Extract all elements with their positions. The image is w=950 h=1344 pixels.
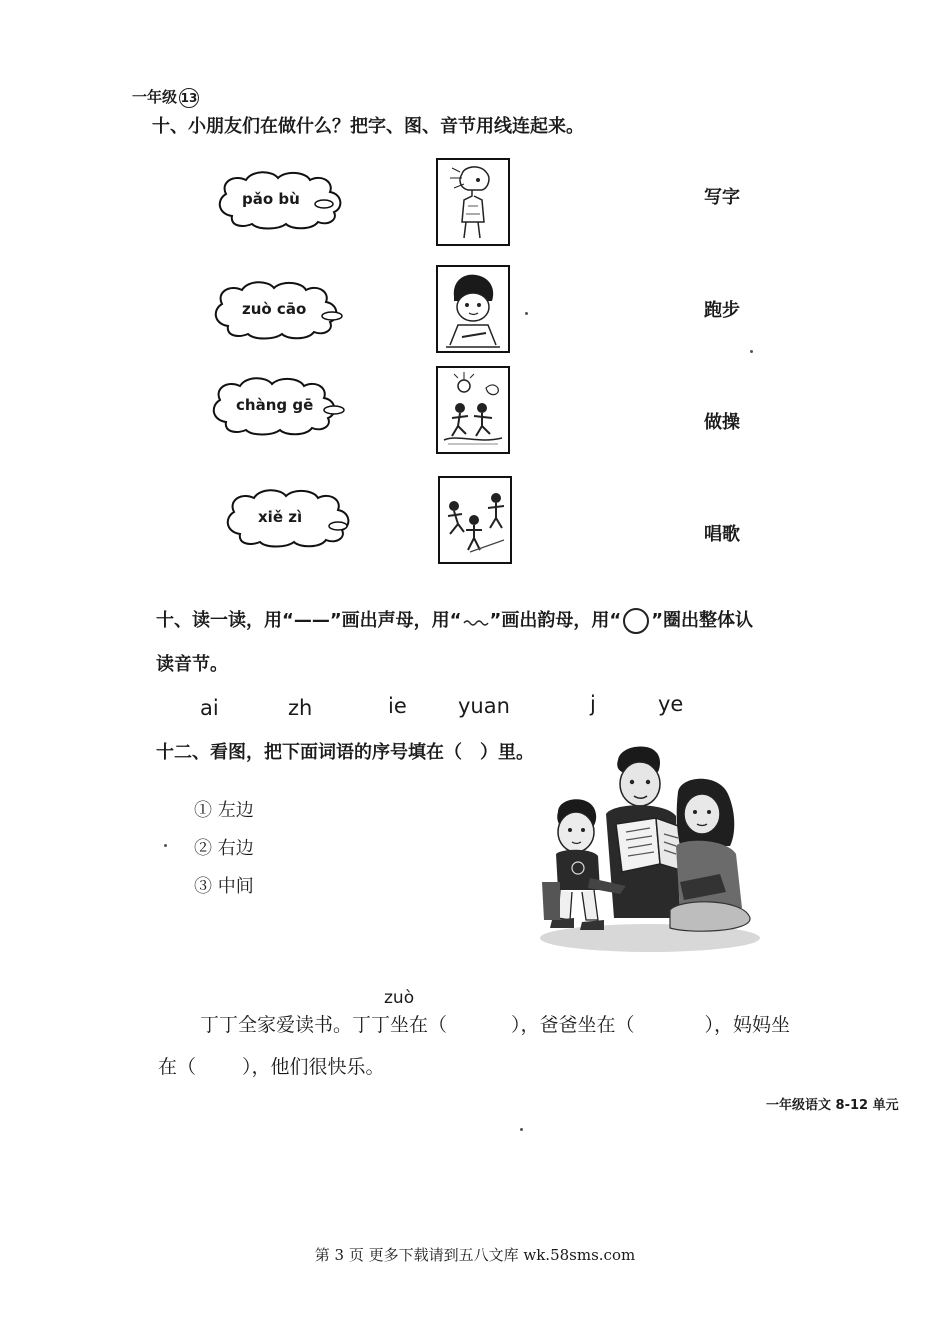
pinyin-label: chàng gē [236,396,314,414]
option-number: ② [194,838,212,859]
pinyin-item-yuan: yuan [458,694,510,718]
picture-boy-writing [436,265,510,353]
unit-label: 一年级语文 8-12 单元 [766,1098,899,1113]
wavy-line-icon [462,617,490,627]
pinyin-label: pǎo bù [242,190,300,208]
word-4: 唱歌 [704,524,740,545]
section2-title [156,606,753,634]
section1-title: 十、小朋友们在做什么？把字、图、音节用线连起来。 [152,116,584,137]
fill-sentence-line2 [158,1052,385,1079]
family-reading-image [530,742,762,956]
pinyin-label: zuò cāo [242,300,307,318]
pinyin-hint-zuo: zuò [384,988,415,1008]
pinyin-label: xiě zì [258,508,303,526]
section3-title: 十二、看图，把下面词语的序号填在（ ）里。 [156,742,534,763]
page-circle-number: 13 [179,88,199,108]
pinyin-item-ai: ai [200,696,219,720]
family-reading-illustration [530,742,762,956]
word-1: 写字 [704,187,740,208]
pinyin-cloud-1 [212,168,352,234]
option-text: 右边 [217,838,254,859]
grade-header [132,86,199,108]
speck [750,350,753,353]
pinyin-cloud-4 [220,486,360,552]
word-3: 做操 [704,412,740,433]
section2-title-part2: ”画出声母，用“ [329,610,462,631]
option-number: ① [194,800,212,821]
grade-label: 一年级 [132,88,178,106]
pinyin-cloud-3 [206,374,346,440]
boy-writing-illustration [438,267,508,351]
circle-mark-icon [623,608,649,634]
option-left [194,796,254,822]
sentence-part3: ），妈妈坐 [704,1014,791,1036]
picture-kids-exercising [436,366,510,454]
speck [525,312,528,315]
section2-title-part1: 十、读一读，用“ [156,610,294,631]
pinyin-item-j: j [590,692,596,716]
pinyin-cloud-2 [208,278,348,344]
speck [164,844,167,847]
option-text: 左边 [217,800,254,821]
sentence-line2-end: ），他们很快乐。 [242,1056,385,1078]
option-number: ③ [194,876,212,897]
word-2: 跑步 [704,300,740,321]
kids-running-illustration [440,478,510,562]
section2-title-part4: ”圈出整体认 [651,610,754,631]
section2-title-line2: 读音节。 [156,654,228,675]
page-footer-note: 第 3 页 更多下载请到五八文库 wk.58sms.com [314,1246,636,1264]
picture-kids-running [438,476,512,564]
girl-singing-illustration [438,160,508,244]
section2-title-part3: ”画出韵母，用“ [489,610,622,631]
speck [520,1128,523,1131]
option-right [194,834,254,860]
underline-mark-sample: —— [293,610,330,631]
sentence-line2-start: 在（ [158,1056,197,1078]
wavy-underline-mark [462,611,490,632]
option-text: 中间 [217,876,254,897]
sentence-part1: 丁丁全家爱读书。丁丁坐在（ [200,1014,448,1036]
pinyin-item-ie: ie [388,694,407,718]
option-middle [194,872,254,898]
pinyin-item-ye: ye [658,692,684,716]
pinyin-item-zh: zh [288,696,313,720]
kids-exercising-illustration [438,368,508,452]
picture-girl-singing [436,158,510,246]
fill-sentence-line1 [200,1010,790,1037]
sentence-part2: ），爸爸坐在（ [511,1014,635,1036]
